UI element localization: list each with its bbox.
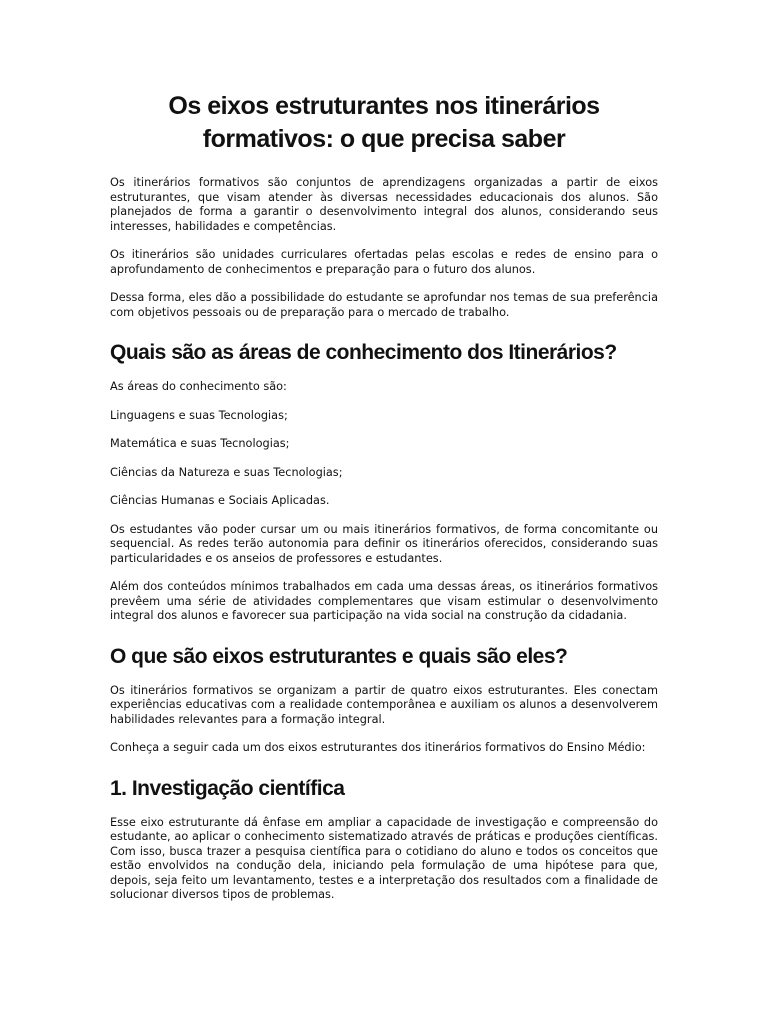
document-title: Os eixos estruturantes nos itinerários formativos: o que precisa saber: [168, 92, 600, 153]
area-item-humanas: Ciências Humanas e Sociais Aplicadas.: [110, 494, 330, 507]
eixos-paragraph-2: Conheça a seguir cada um dos eixos estruturantes dos itinerários formativos do Ensino Médio:: [110, 741, 646, 754]
document-page: [110, 90, 658, 917]
area-item-natureza: Ciências da Natureza e suas Tecnologias;: [110, 465, 343, 479]
section-heading-eixos: O que são eixos estruturantes e quais são eles?: [110, 644, 568, 668]
eixos-paragraph-1: Os itinerários formativos se organizam a partir de quatro eixos estruturantes. Eles conectam experiências educativas com a realidade contemporânea e auxiliam os alunos a desenvolverem habilidades relevantes para a formação integral.: [110, 683, 658, 726]
area-item-linguagens: Linguagens e suas Tecnologias;: [110, 408, 288, 422]
area-item-matematica: Matemática e suas Tecnologias;: [110, 437, 290, 450]
intro-paragraph-3: Dessa forma, eles dão a possibilidade do estudante se aprofundar nos temas de sua preferência com objetivos pessoais ou de preparação para o mercado de trabalho.: [110, 291, 658, 319]
investigacao-paragraph: Esse eixo estruturante dá ênfase em ampliar a capacidade de investigação e compreensão do estudante, ao aplicar o conhecimento sistematizado através de práticas e produções científicas. Com isso, busca trazer a pesquisa científica para o cotidiano do aluno e todos os conceitos que estão envolvidos na condução dela, iniciando pela formulação de uma hipótese para que, depois, seja feito um levantamento, testes e a interpretação dos resultados com a finalidade de solucionar diversos tipos de problemas.: [110, 815, 658, 901]
intro-paragraph-1: Os itinerários formativos são conjuntos de aprendizagens organizadas a partir de eixos estruturantes, que visam atender às diversas necessidades educacionais dos alunos. São planejados de forma a garantir o desenvolvimento integral dos alunos, considerando seus interesses, habilidades e competências.: [110, 176, 658, 233]
intro-paragraph-2: Os itinerários são unidades curriculares ofertadas pelas escolas e redes de ensino para o aprofundamento de conhecimentos e preparação para o futuro dos alunos.: [110, 248, 658, 276]
section-heading-investigacao: 1. Investigação científica: [110, 776, 345, 800]
section-heading-areas: Quais são as áreas de conhecimento dos Itinerários?: [110, 341, 617, 364]
areas-paragraph-2: Além dos conteúdos mínimos trabalhados em cada uma dessas áreas, os itinerários formativos prevêem uma série de atividades complementares que visam estimular o desenvolvimento integral dos alunos e favorecer sua participação na vida social na construção da cidadania.: [110, 580, 658, 622]
areas-lead: As áreas do conhecimento são:: [110, 380, 287, 393]
areas-paragraph-1: Os estudantes vão poder cursar um ou mais itinerários formativos, de forma concomitante ou sequencial. As redes terão autonomia para definir os itinerários oferecidos, considerando suas particularidades e os anseios de professores e estudantes.: [110, 522, 658, 565]
